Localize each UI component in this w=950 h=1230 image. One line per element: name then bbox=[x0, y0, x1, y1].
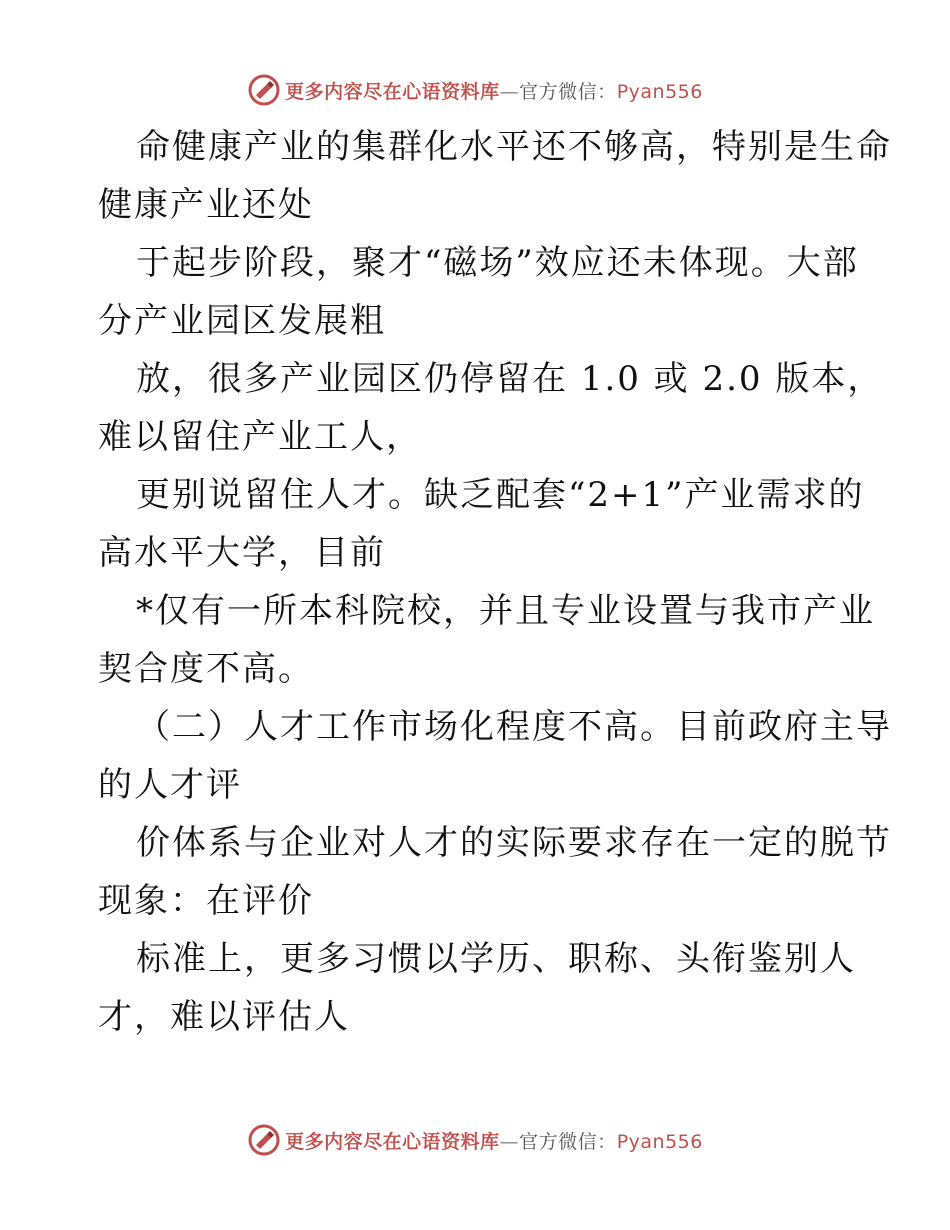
text-line: *仅有一所本科院校，并且专业设置与我市产业 bbox=[136, 591, 875, 631]
text-line: 的人才评 bbox=[98, 765, 242, 805]
text-line: 高水平大学，目前 bbox=[98, 533, 386, 573]
header-banner bbox=[0, 70, 950, 110]
banner-brand: 更多内容尽在心语资料库 bbox=[285, 1130, 500, 1153]
text-line: （二）人才工作市场化程度不高。目前政府主导 bbox=[136, 707, 892, 747]
banner-text bbox=[285, 1127, 703, 1154]
text-line: 命健康产业的集群化水平还不够高，特别是生命 bbox=[136, 127, 892, 167]
text-line: 于起步阶段，聚才“磁场”效应还未体现。大部 bbox=[136, 243, 859, 283]
text-line: 更别说留住人才。缺乏配套“2+1”产业需求的 bbox=[136, 475, 865, 515]
text-line: 难以留住产业工人， bbox=[98, 417, 422, 457]
text-line: 契合度不高。 bbox=[98, 649, 314, 689]
footer-banner bbox=[0, 1120, 950, 1160]
banner-brand: 更多内容尽在心语资料库 bbox=[285, 80, 500, 103]
text-line: 现象：在评价 bbox=[98, 881, 314, 921]
text-line: 健康产业还处 bbox=[98, 185, 314, 225]
brand-logo-icon bbox=[247, 1123, 281, 1157]
text-line: 分产业园区发展粗 bbox=[98, 301, 386, 341]
banner-dash: — bbox=[499, 80, 520, 103]
banner-official: 官方微信： bbox=[519, 1130, 617, 1153]
banner-text bbox=[285, 77, 703, 104]
banner-official: 官方微信： bbox=[519, 80, 617, 103]
text-line: 放，很多产业园区仍停留在 1.0 或 2.0 版本， bbox=[136, 359, 884, 399]
text-line: 才，难以评估人 bbox=[98, 997, 350, 1037]
banner-account: Pyan556 bbox=[616, 1130, 703, 1153]
text-line: 标准上，更多习惯以学历、职称、头衔鉴别人 bbox=[136, 939, 856, 979]
banner-account: Pyan556 bbox=[616, 80, 703, 103]
document-body bbox=[98, 118, 892, 1046]
text-line: 价体系与企业对人才的实际要求存在一定的脱节 bbox=[136, 823, 892, 863]
brand-logo-icon bbox=[247, 73, 281, 107]
banner-dash: — bbox=[499, 1130, 520, 1153]
